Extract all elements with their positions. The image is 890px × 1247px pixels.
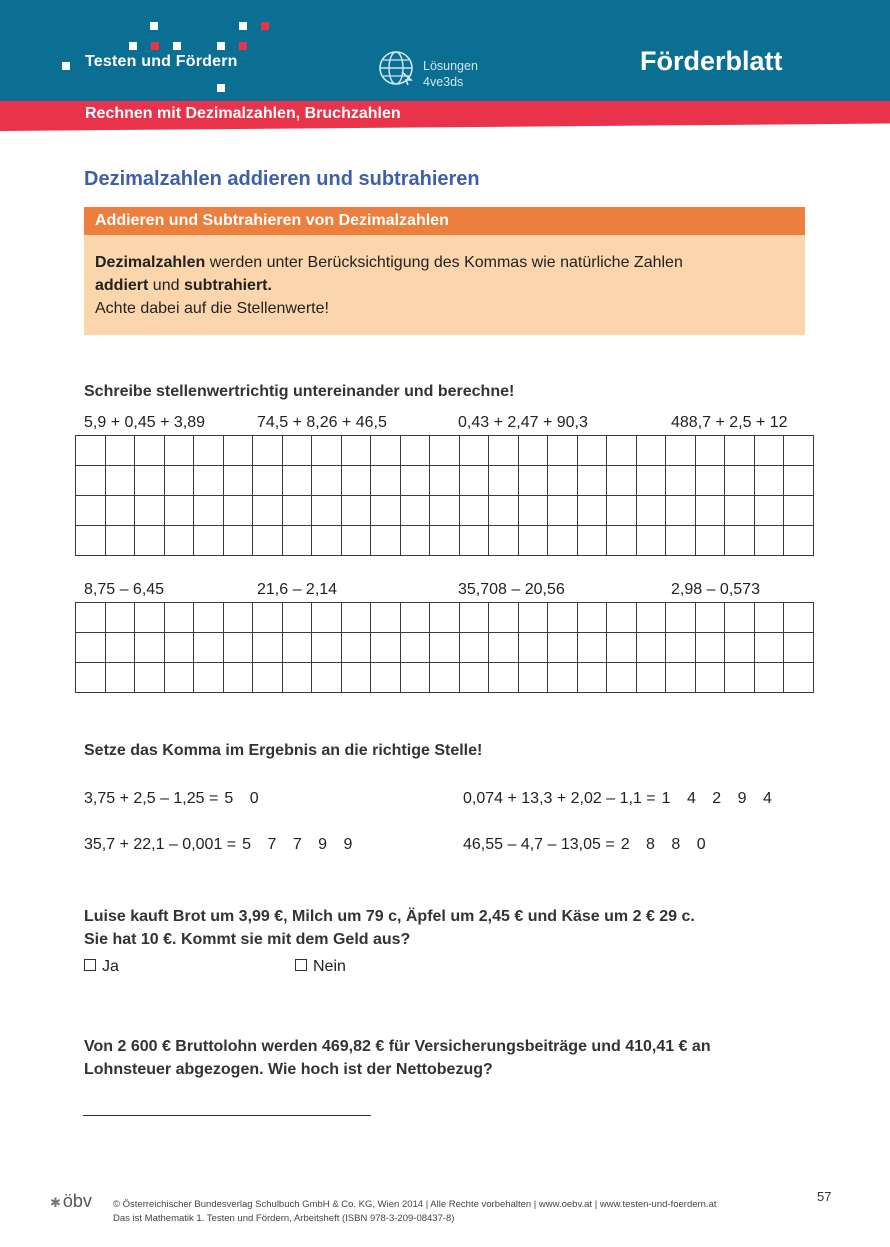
infobox-header — [84, 207, 805, 235]
grid-cell[interactable] — [223, 633, 253, 663]
grid-cell[interactable] — [253, 603, 283, 633]
grid-cell[interactable] — [400, 633, 430, 663]
grid-cell[interactable] — [754, 466, 784, 496]
grid-cell[interactable] — [253, 466, 283, 496]
grid-cell[interactable] — [489, 663, 519, 693]
grid-cell[interactable] — [223, 663, 253, 693]
grid-cell[interactable] — [194, 526, 224, 556]
grid-cell[interactable] — [135, 663, 165, 693]
grid-cell[interactable] — [135, 526, 165, 556]
grid-cell[interactable] — [282, 526, 312, 556]
comma-equation: 46,55 – 4,7 – 13,05 = 2 8 8 0 — [463, 836, 712, 853]
task3-question: Luise kauft Brot um 3,99 €, Milch um 79 c, Äpfel um 2,45 € und Käse um 2 € 29 c. Sie hat 10 €. Kommt sie mit dem Geld aus? — [84, 908, 695, 948]
grid-cell[interactable] — [784, 466, 814, 496]
grid-cell[interactable] — [518, 436, 548, 466]
grid-cell[interactable] — [135, 603, 165, 633]
grid-cell[interactable] — [282, 496, 312, 526]
section-title: Dezimalzahlen addieren und subtrahieren — [84, 168, 480, 190]
infobox-body — [84, 235, 805, 335]
grid-cell[interactable] — [282, 633, 312, 663]
grid-cell[interactable] — [341, 496, 371, 526]
grid-cell[interactable] — [253, 436, 283, 466]
grid-cell[interactable] — [312, 436, 342, 466]
grid-cell[interactable] — [695, 436, 725, 466]
grid-cell[interactable] — [430, 526, 460, 556]
grid-cell[interactable] — [312, 633, 342, 663]
grid-cell[interactable] — [459, 436, 489, 466]
grid-cell[interactable] — [223, 526, 253, 556]
grid-cell[interactable] — [666, 633, 696, 663]
grid-cell[interactable] — [518, 603, 548, 633]
grid-cell[interactable] — [518, 526, 548, 556]
grid-cell[interactable] — [695, 663, 725, 693]
grid-cell[interactable] — [518, 663, 548, 693]
grid-cell[interactable] — [253, 663, 283, 693]
grid-cell[interactable] — [607, 633, 637, 663]
grid-cell[interactable] — [548, 633, 578, 663]
grid-cell[interactable] — [666, 496, 696, 526]
calculation-grid-2[interactable] — [75, 602, 814, 693]
grid-cell[interactable] — [459, 496, 489, 526]
publisher-star-icon: ✱ — [50, 1195, 61, 1210]
grid-cell[interactable] — [577, 526, 607, 556]
grid-cell[interactable] — [253, 633, 283, 663]
grid-cell[interactable] — [282, 466, 312, 496]
brand-bullet — [62, 62, 70, 70]
brand-name: Testen und Fördern — [85, 53, 238, 70]
grid-cell[interactable] — [371, 663, 401, 693]
grid-cell[interactable] — [548, 436, 578, 466]
grid-cell[interactable] — [194, 603, 224, 633]
grid-cell[interactable] — [636, 603, 666, 633]
grid-cell[interactable] — [253, 526, 283, 556]
task1-expression: 74,5 + 8,26 + 46,5 — [257, 414, 387, 431]
grid-cell[interactable] — [76, 603, 106, 633]
grid-cell[interactable] — [223, 436, 253, 466]
infobox-text: Dezimalzahlen werden unter Berücksichtigung des Kommas wie natürliche Zahlen addiert und subtrahiert. Achte dabei auf die Stellenwerte! — [95, 254, 683, 317]
chapter-title: Rechnen mit Dezimalzahlen, Bruchzahlen — [85, 105, 401, 122]
grid-cell[interactable] — [459, 603, 489, 633]
comma-equation: 0,074 + 13,3 + 2,02 – 1,1 = 1 4 2 9 4 — [463, 790, 778, 807]
grid-cell[interactable] — [223, 603, 253, 633]
grid-cell[interactable] — [194, 663, 224, 693]
grid-cell[interactable] — [577, 603, 607, 633]
grid-cell[interactable] — [105, 663, 135, 693]
task1-expression: 35,708 – 20,56 — [458, 581, 565, 598]
solutions-reference[interactable] — [423, 58, 478, 90]
grid-cell[interactable] — [164, 496, 194, 526]
grid-cell[interactable] — [548, 603, 578, 633]
grid-cell[interactable] — [105, 466, 135, 496]
grid-cell[interactable] — [164, 633, 194, 663]
grid-cell[interactable] — [754, 436, 784, 466]
grid-cell[interactable] — [312, 663, 342, 693]
task1-expression: 488,7 + 2,5 + 12 — [671, 414, 788, 431]
grid-cell[interactable] — [577, 496, 607, 526]
infobox-title: Addieren und Subtrahieren von Dezimalzahlen — [95, 212, 449, 229]
grid-cell[interactable] — [666, 436, 696, 466]
grid-cell[interactable] — [194, 496, 224, 526]
grid-cell[interactable] — [725, 526, 755, 556]
grid-cell[interactable] — [400, 603, 430, 633]
grid-cell[interactable] — [76, 526, 106, 556]
grid-cell[interactable] — [400, 526, 430, 556]
page-number: 57 — [817, 1189, 832, 1204]
grid-cell[interactable] — [371, 436, 401, 466]
grid-cell[interactable] — [548, 663, 578, 693]
task1-expression: 0,43 + 2,47 + 90,3 — [458, 414, 588, 431]
grid-cell[interactable] — [695, 603, 725, 633]
grid-cell[interactable] — [636, 496, 666, 526]
answer-no-checkbox[interactable]: Nein — [295, 958, 346, 976]
grid-cell[interactable] — [312, 526, 342, 556]
grid-cell[interactable] — [695, 633, 725, 663]
grid-cell[interactable] — [636, 466, 666, 496]
grid-cell[interactable] — [725, 466, 755, 496]
grid-cell[interactable] — [430, 436, 460, 466]
answer-line[interactable] — [83, 1115, 371, 1116]
grid-cell[interactable] — [489, 526, 519, 556]
grid-cell[interactable] — [548, 496, 578, 526]
grid-cell[interactable] — [459, 633, 489, 663]
grid-cell[interactable] — [754, 633, 784, 663]
grid-cell[interactable] — [489, 466, 519, 496]
grid-cell[interactable] — [636, 436, 666, 466]
grid-cell[interactable] — [105, 526, 135, 556]
grid-cell[interactable] — [548, 466, 578, 496]
grid-cell[interactable] — [371, 603, 401, 633]
grid-cell[interactable] — [76, 633, 106, 663]
grid-cell[interactable] — [518, 633, 548, 663]
grid-cell[interactable] — [666, 663, 696, 693]
grid-cell[interactable] — [489, 633, 519, 663]
grid-cell[interactable] — [341, 436, 371, 466]
grid-cell[interactable] — [518, 466, 548, 496]
grid-cell[interactable] — [400, 496, 430, 526]
grid-cell[interactable] — [312, 466, 342, 496]
grid-cell[interactable] — [784, 663, 814, 693]
grid-cell[interactable] — [194, 436, 224, 466]
grid-cell[interactable] — [725, 603, 755, 633]
checkbox-icon — [295, 959, 307, 971]
grid-cell[interactable] — [725, 496, 755, 526]
grid-cell[interactable] — [105, 603, 135, 633]
comma-equation: 3,75 + 2,5 – 1,25 = 5 0 — [84, 790, 265, 807]
grid-cell[interactable] — [164, 436, 194, 466]
grid-cell[interactable] — [666, 526, 696, 556]
worksheet-type: Förderblatt — [640, 46, 783, 76]
grid-cell[interactable] — [282, 663, 312, 693]
grid-cell[interactable] — [666, 466, 696, 496]
grid-cell[interactable] — [784, 633, 814, 663]
grid-cell[interactable] — [577, 633, 607, 663]
grid-cell[interactable] — [164, 603, 194, 633]
grid-cell[interactable] — [135, 466, 165, 496]
grid-cell[interactable] — [430, 663, 460, 693]
grid-cell[interactable] — [253, 496, 283, 526]
grid-cell[interactable] — [607, 436, 637, 466]
grid-cell[interactable] — [282, 603, 312, 633]
answer-yes-checkbox[interactable]: Ja — [84, 958, 119, 976]
publisher-logo: ✱ öbv — [50, 1191, 92, 1211]
grid-cell[interactable] — [371, 633, 401, 663]
grid-cell[interactable] — [459, 466, 489, 496]
grid-cell[interactable] — [76, 663, 106, 693]
grid-cell[interactable] — [105, 496, 135, 526]
grid-cell[interactable] — [607, 466, 637, 496]
task2-instruction: Setze das Komma im Ergebnis an die richtige Stelle! — [84, 742, 483, 759]
header-band — [0, 0, 890, 103]
grid-cell[interactable] — [607, 603, 637, 633]
grid-cell[interactable] — [548, 526, 578, 556]
checkbox-icon — [84, 959, 96, 971]
footer-copyright: © Österreichischer Bundesverlag Schulbuch GmbH & Co. KG, Wien 2014 | Alle Rechte vorbehalten | www.oebv.at | www.testen-und-foerdern.at Das ist Mathematik 1. Testen und Fördern, Arbeitsheft (ISBN 978-3-209-08437-8) — [113, 1199, 717, 1224]
grid-cell[interactable] — [607, 526, 637, 556]
grid-cell[interactable] — [784, 436, 814, 466]
grid-cell[interactable] — [754, 663, 784, 693]
grid-cell[interactable] — [725, 436, 755, 466]
grid-cell[interactable] — [636, 526, 666, 556]
grid-cell[interactable] — [725, 633, 755, 663]
task4-question: Von 2 600 € Bruttolohn werden 469,82 € für Versicherungsbeiträge und 410,41 € an Lohnsteuer abgezogen. Wie hoch ist der Nettobezug? — [84, 1038, 711, 1078]
task1-expression: 2,98 – 0,573 — [671, 581, 760, 598]
task1-expression: 8,75 – 6,45 — [84, 581, 165, 598]
grid-cell[interactable] — [695, 466, 725, 496]
task1-instruction: Schreibe stellenwertrichtig untereinander und berechne! — [84, 383, 515, 400]
grid-cell[interactable] — [341, 526, 371, 556]
grid-cell[interactable] — [135, 496, 165, 526]
grid-cell[interactable] — [459, 526, 489, 556]
grid-cell[interactable] — [194, 466, 224, 496]
grid-cell[interactable] — [430, 603, 460, 633]
grid-cell[interactable] — [695, 526, 725, 556]
grid-cell[interactable] — [636, 663, 666, 693]
grid-cell[interactable] — [489, 496, 519, 526]
grid-cell[interactable] — [430, 633, 460, 663]
grid-cell[interactable] — [666, 603, 696, 633]
grid-cell[interactable] — [76, 436, 106, 466]
comma-equation: 35,7 + 22,1 – 0,001 = 5 7 7 9 9 — [84, 836, 359, 853]
grid-cell[interactable] — [754, 603, 784, 633]
grid-cell[interactable] — [164, 526, 194, 556]
grid-cell[interactable] — [489, 603, 519, 633]
grid-cell[interactable] — [371, 526, 401, 556]
grid-cell[interactable] — [489, 436, 519, 466]
grid-cell[interactable] — [223, 466, 253, 496]
calculation-grid-1[interactable] — [75, 435, 814, 556]
grid-cell[interactable] — [695, 496, 725, 526]
grid-cell[interactable] — [371, 496, 401, 526]
grid-cell[interactable] — [784, 496, 814, 526]
grid-cell[interactable] — [430, 496, 460, 526]
grid-cell[interactable] — [164, 466, 194, 496]
grid-cell[interactable] — [105, 436, 135, 466]
grid-cell[interactable] — [459, 663, 489, 693]
grid-cell[interactable] — [725, 663, 755, 693]
grid-cell[interactable] — [784, 526, 814, 556]
grid-cell[interactable] — [518, 496, 548, 526]
grid-cell[interactable] — [194, 633, 224, 663]
solutions-code: 4ve3ds — [423, 75, 464, 89]
grid-cell[interactable] — [784, 603, 814, 633]
task1-expression: 21,6 – 2,14 — [257, 581, 338, 598]
grid-cell[interactable] — [577, 466, 607, 496]
grid-cell[interactable] — [282, 436, 312, 466]
grid-cell[interactable] — [754, 496, 784, 526]
grid-cell[interactable] — [135, 436, 165, 466]
grid-cell[interactable] — [400, 663, 430, 693]
grid-cell[interactable] — [341, 633, 371, 663]
globe-icon — [378, 50, 414, 86]
task1-expression: 5,9 + 0,45 + 3,89 — [84, 414, 205, 431]
grid-cell[interactable] — [430, 466, 460, 496]
grid-cell[interactable] — [312, 603, 342, 633]
grid-cell[interactable] — [636, 633, 666, 663]
grid-cell[interactable] — [76, 496, 106, 526]
grid-cell[interactable] — [223, 496, 253, 526]
grid-cell[interactable] — [341, 603, 371, 633]
grid-cell[interactable] — [105, 633, 135, 663]
grid-cell[interactable] — [754, 526, 784, 556]
grid-cell[interactable] — [341, 663, 371, 693]
grid-cell[interactable] — [76, 466, 106, 496]
grid-cell[interactable] — [164, 663, 194, 693]
grid-cell[interactable] — [371, 466, 401, 496]
grid-cell[interactable] — [607, 663, 637, 693]
grid-cell[interactable] — [341, 466, 371, 496]
grid-cell[interactable] — [312, 496, 342, 526]
grid-cell[interactable] — [607, 496, 637, 526]
grid-cell[interactable] — [577, 436, 607, 466]
solutions-label: Lösungen — [423, 59, 478, 73]
grid-cell[interactable] — [400, 466, 430, 496]
grid-cell[interactable] — [135, 633, 165, 663]
grid-cell[interactable] — [400, 436, 430, 466]
grid-cell[interactable] — [577, 663, 607, 693]
